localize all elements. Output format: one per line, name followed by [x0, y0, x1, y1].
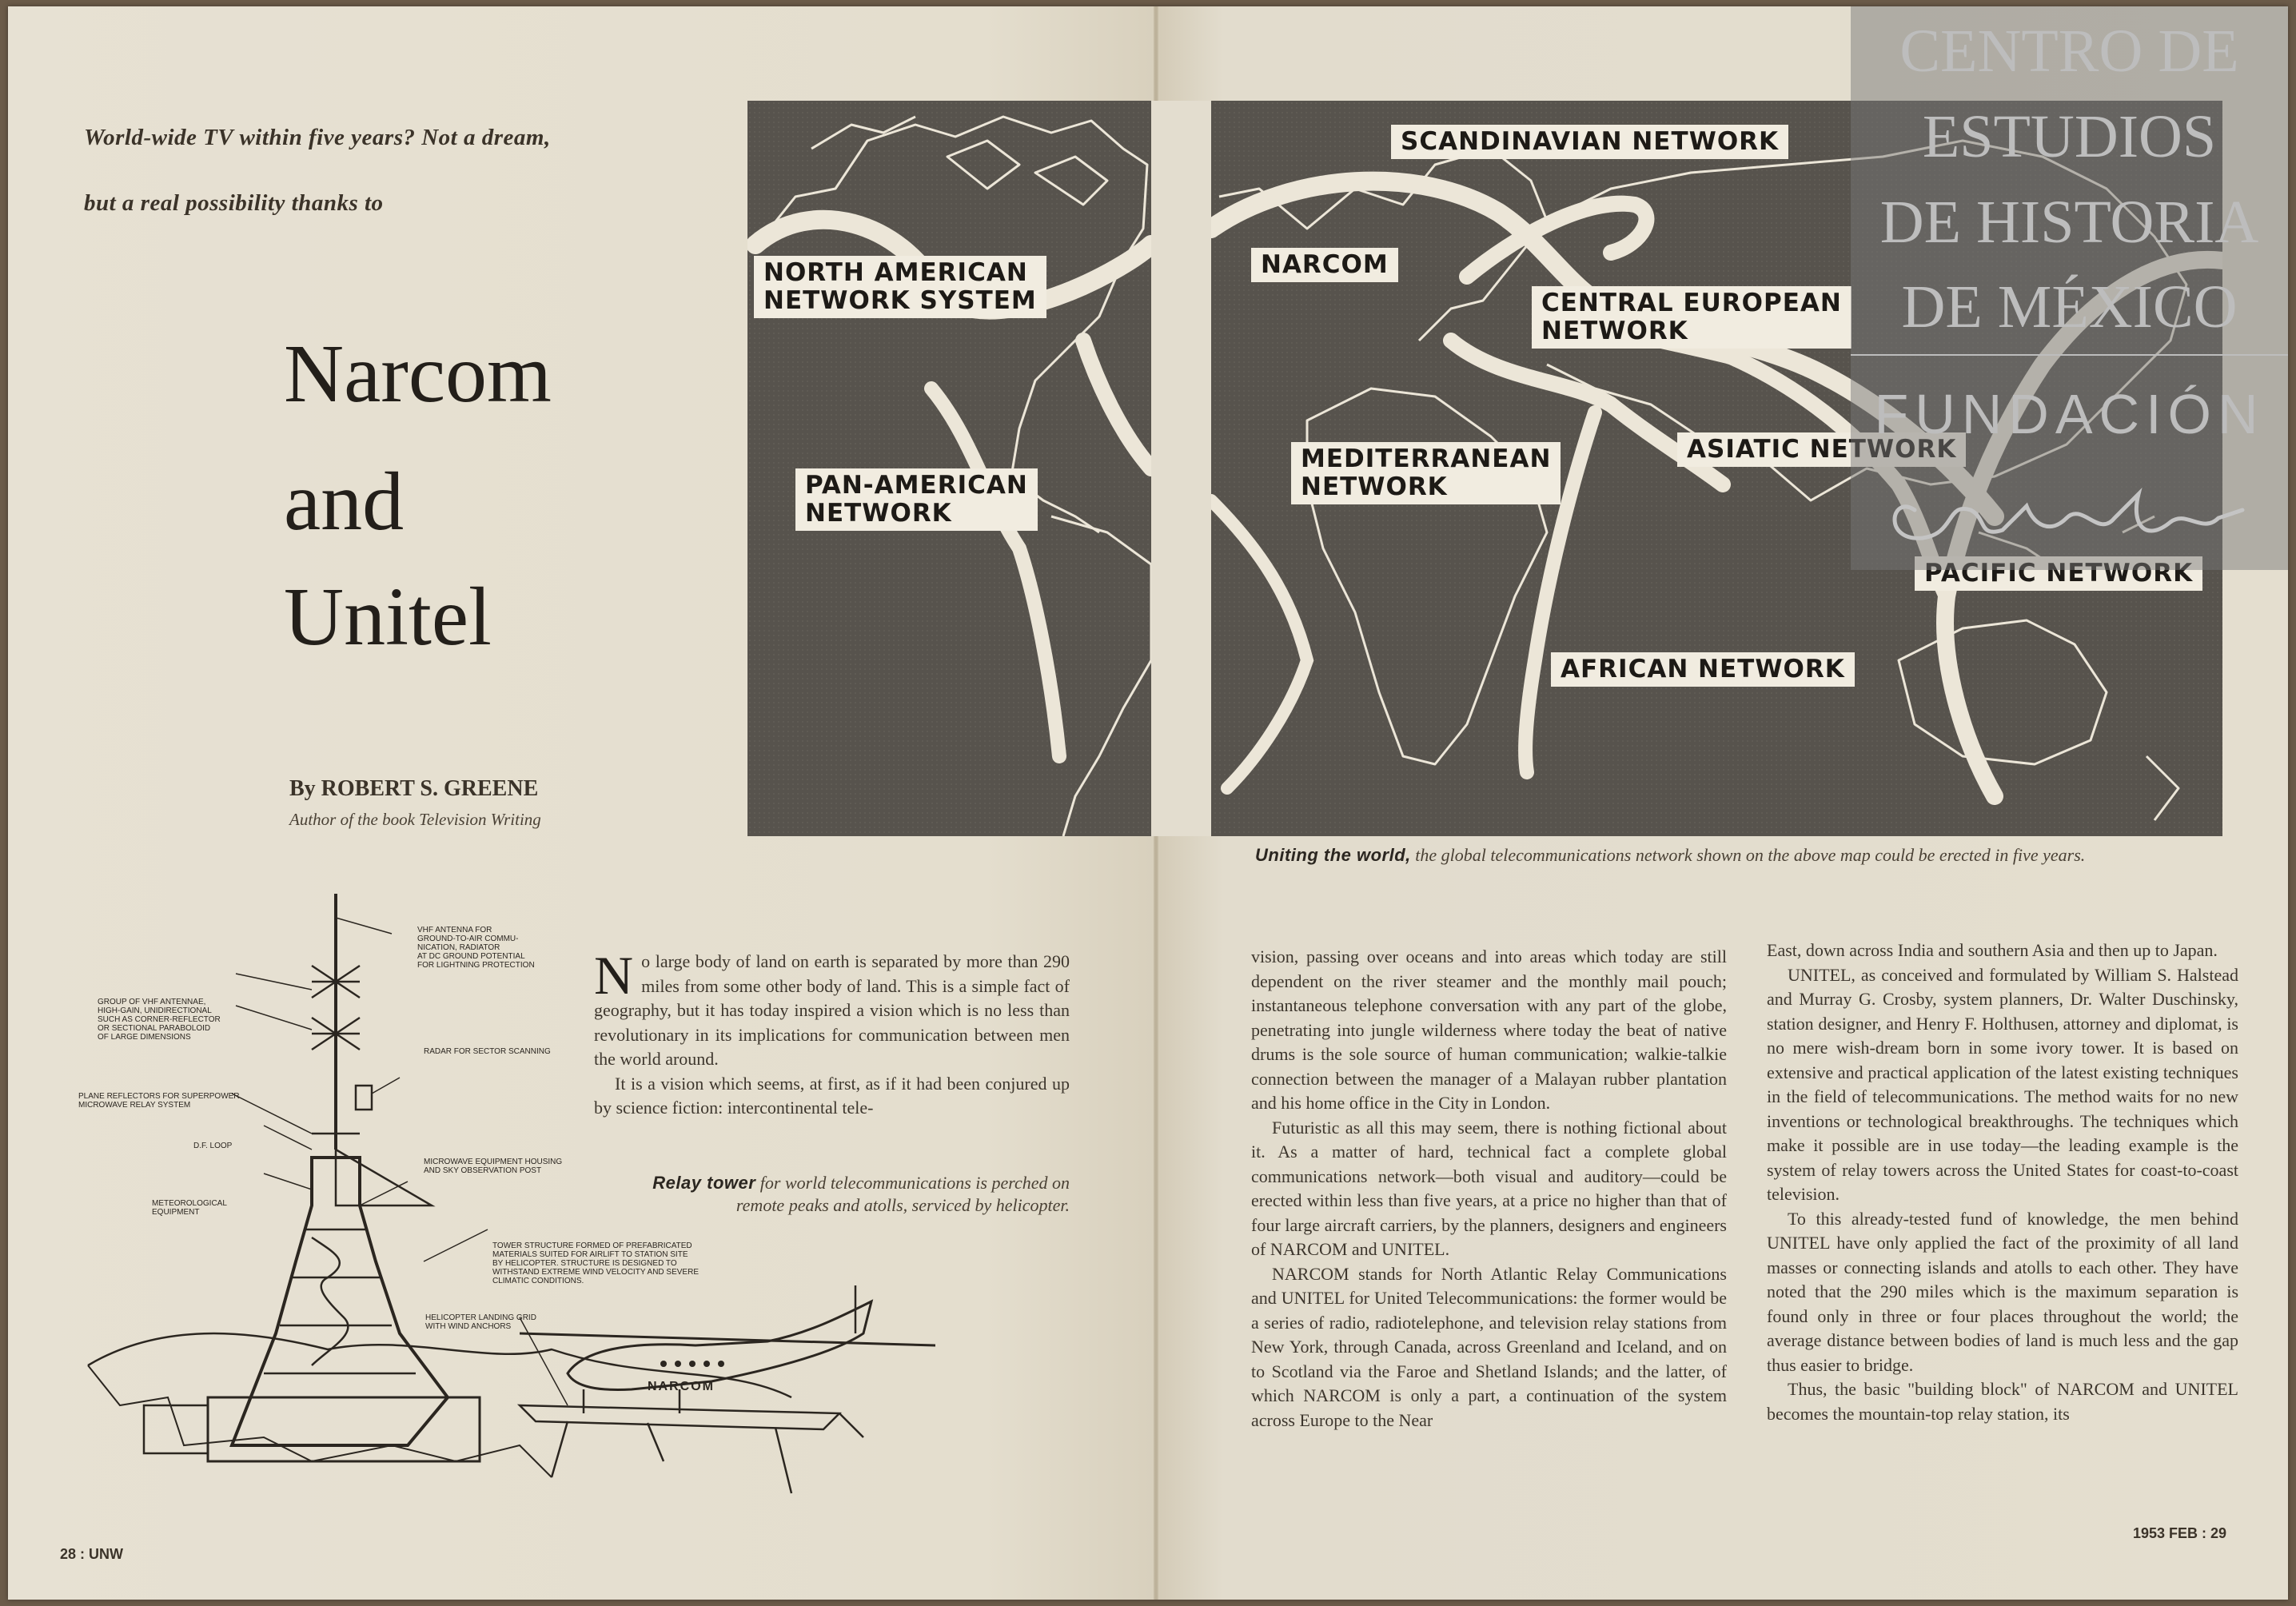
- label-narcom: NARCOM: [1251, 248, 1398, 282]
- base-annex: [144, 1405, 208, 1453]
- headline-line-1: Narcom: [284, 328, 552, 420]
- magazine-spread: [8, 6, 2288, 1600]
- label-tower-structure: TOWER STRUCTURE FORMED OF PREFABRICATED MATERIALS SUITED FOR AIRLIFT TO STATION SITE BY HELICOPTER. STRUCTURE IS DESIGNED TO WITHSTAND EXTREME WIND VELOCITY AND SEVERE CLIMATIC CONDITIONS.: [492, 1241, 699, 1285]
- article-paragraph-8: To this already-tested fund of knowledge, the men behind UNITEL have only applied the fact of the proximity of all land masses or connecting islands and atolls to each other. They have noted that the 290 miles which is the maximum separation is found only in three or four places throughout the world; the average distance between bodies of land is much less and the gap thus easier to bridge.: [1767, 1208, 2238, 1375]
- kicker-line-2: but a real possibility thanks to: [84, 190, 384, 216]
- label-vhf-antenna-group: GROUP OF VHF ANTENNAE, HIGH-GAIN, UNIDIRECTIONAL SUCH AS CORNER-REFLECTOR OR SECTIONAL PARABOLOID OF LARGE DIMENSIONS: [98, 998, 221, 1042]
- article-paragraph-7: UNITEL, as conceived and formulated by William S. Halstead and Murray G. Crosby, system planners, Dr. Walter Duschinsky, station designer, and Henry F. Holthusen, attorney and diplomat, is no mere wish-dream born in some ivory tower. It is based on extensive and practical application of the latest existing techniques in the field of telecommunications. The method waits for no new inventions or technological breakthroughs. The techniques which make it possible are in use today—the leading example is the system of relay towers across the United States for coast-to-coast television.: [1767, 964, 2238, 1204]
- label-landing-grid: HELICOPTER LANDING GRID WITH WIND ANCHORS: [425, 1313, 536, 1331]
- label-radar: RADAR FOR SECTOR SCANNING: [424, 1047, 551, 1056]
- watermark-line-1: CENTRO DE: [1899, 18, 2239, 85]
- article-paragraph-9: Thus, the basic "building block" of NARCOM and UNITEL becomes the mountain-top relay station, its: [1767, 1379, 2238, 1424]
- headline-line-3: Unitel: [284, 571, 492, 663]
- label-scandinavian-network: SCANDINAVIAN NETWORK: [1391, 125, 1788, 159]
- article-paragraph-6: East, down across India and southern Asia and then up to Japan.: [1767, 940, 2218, 960]
- label-microwave-housing: MICROWAVE EQUIPMENT HOUSING AND SKY OBSERVATION POST: [424, 1158, 563, 1175]
- folio-left: 28 : UNW: [60, 1546, 124, 1562]
- watermark-line-5: FUNDACIÓN: [1874, 383, 2265, 445]
- watermark-rule: [1851, 354, 2288, 356]
- tower-body: [232, 1158, 448, 1445]
- byline-credit: Author of the book Television Writing: [289, 810, 541, 829]
- tower-caption-lead: Relay tower: [652, 1173, 756, 1193]
- helicopter-windows: [660, 1361, 724, 1367]
- kicker-line-1: World-wide TV within five years? Not a dream,: [84, 125, 551, 150]
- folio-right: 1953 FEB : 29: [2133, 1525, 2227, 1541]
- label-mediterranean-network: MEDITERRANEAN NETWORK: [1291, 442, 1561, 504]
- map-caption-lead: Uniting the world,: [1255, 845, 1411, 865]
- drop-cap: N: [594, 945, 634, 1006]
- headline-line-2: and: [284, 456, 405, 548]
- map-caption-text: the global telecommunications network shown on the above map could be erected in five years.: [1410, 845, 2086, 865]
- helicopter-name: NARCOM: [648, 1380, 715, 1393]
- helicopter-body: [568, 1301, 871, 1389]
- label-central-european-network: CENTRAL EUROPEAN NETWORK: [1532, 286, 1852, 349]
- label-north-american-network: NORTH AMERICAN NETWORK SYSTEM: [754, 256, 1046, 318]
- article-paragraph-4: Futuristic as all this may seem, there is nothing fictional about it. As a matter of hard, technical fact a complete global communications network—both visual and auditory—could be erected within less than five years, at a price no higher than that of four large aircraft carriers, by the planners, designers and engineers of NARCOM and UNITEL.: [1251, 1117, 1727, 1259]
- article-paragraph-5: NARCOM stands for North Atlantic Relay Communications and UNITEL for United Telecommunications: the former would be a series of radio, radiotelephone, and television relay stations from New York, through Canada, across Greenland and Iceland, and on to Scotland via the Faroe and Shetland Islands; and the latter, of which NARCOM is only a part, a continuation of the system across Europe to the Near: [1251, 1263, 1727, 1430]
- article-paragraph-1: o large body of land on earth is separated by more than 290 miles from some other body of land. This is a simple fact of geography, but it has today inspired a vision which is no less than revolutionary in its implications for communication between men the world around.: [594, 951, 1070, 1069]
- label-asiatic-network: ASIATIC NETWORK: [1677, 432, 1966, 467]
- tower-floors: [264, 1229, 416, 1373]
- article-column-2: [1251, 945, 1727, 1433]
- watermark-line-3: DE HISTORIA: [1879, 189, 2259, 256]
- map-caption: [1255, 844, 2238, 867]
- label-pan-american-network: PAN-AMERICAN NETWORK: [795, 468, 1038, 531]
- label-african-network: AFRICAN NETWORK: [1551, 652, 1855, 687]
- article-paragraph-3: vision, passing over oceans and into areas which today are still dependent on the river steamer and the monthly mail pouch; instantaneous telephone conversation with any part of the globe, penetrating into jungle wilderness where today the beat of native drums is the sole source of human communication; walkie-talkie connection between the manager of a Malayan rubber plantation and his home office in the City in London.: [1251, 946, 1727, 1113]
- label-df-loop: D.F. LOOP: [193, 1142, 233, 1150]
- archive-watermark: [1851, 6, 2288, 570]
- label-meteorological: METEOROLOGICAL EQUIPMENT: [152, 1199, 227, 1217]
- label-vhf-antenna: VHF ANTENNA FOR GROUND-TO-AIR COMMU- NICATION, RADIATOR AT DC GROUND POTENTIAL FOR LIGHTNING PROTECTION: [417, 926, 535, 970]
- tower-caption-text: for world telecommunications is perched on remote peaks and atolls, serviced by helicopter.: [735, 1173, 1070, 1215]
- label-pacific-network: PACIFIC NETWORK: [1915, 556, 2202, 591]
- radar-dish: [356, 1086, 372, 1110]
- map-gutter: [1151, 101, 1211, 836]
- article-column-3: [1767, 938, 2238, 1426]
- watermark-line-2: ESTUDIOS: [1922, 103, 2217, 170]
- tower-caption: [616, 1172, 1070, 1217]
- article-column-1: [594, 945, 1070, 1121]
- watermark-signature: [1867, 462, 2282, 558]
- byline-author: By ROBERT S. GREENE: [289, 776, 539, 801]
- label-plane-reflectors: PLANE REFLECTORS FOR SUPERPOWER MICROWAVE RELAY SYSTEM: [78, 1092, 240, 1110]
- article-paragraph-2: It is a vision which seems, at first, as if it had been conjured up by science fiction: intercontinental tele-: [594, 1073, 1070, 1118]
- watermark-line-4: DE MÉXICO: [1901, 273, 2238, 341]
